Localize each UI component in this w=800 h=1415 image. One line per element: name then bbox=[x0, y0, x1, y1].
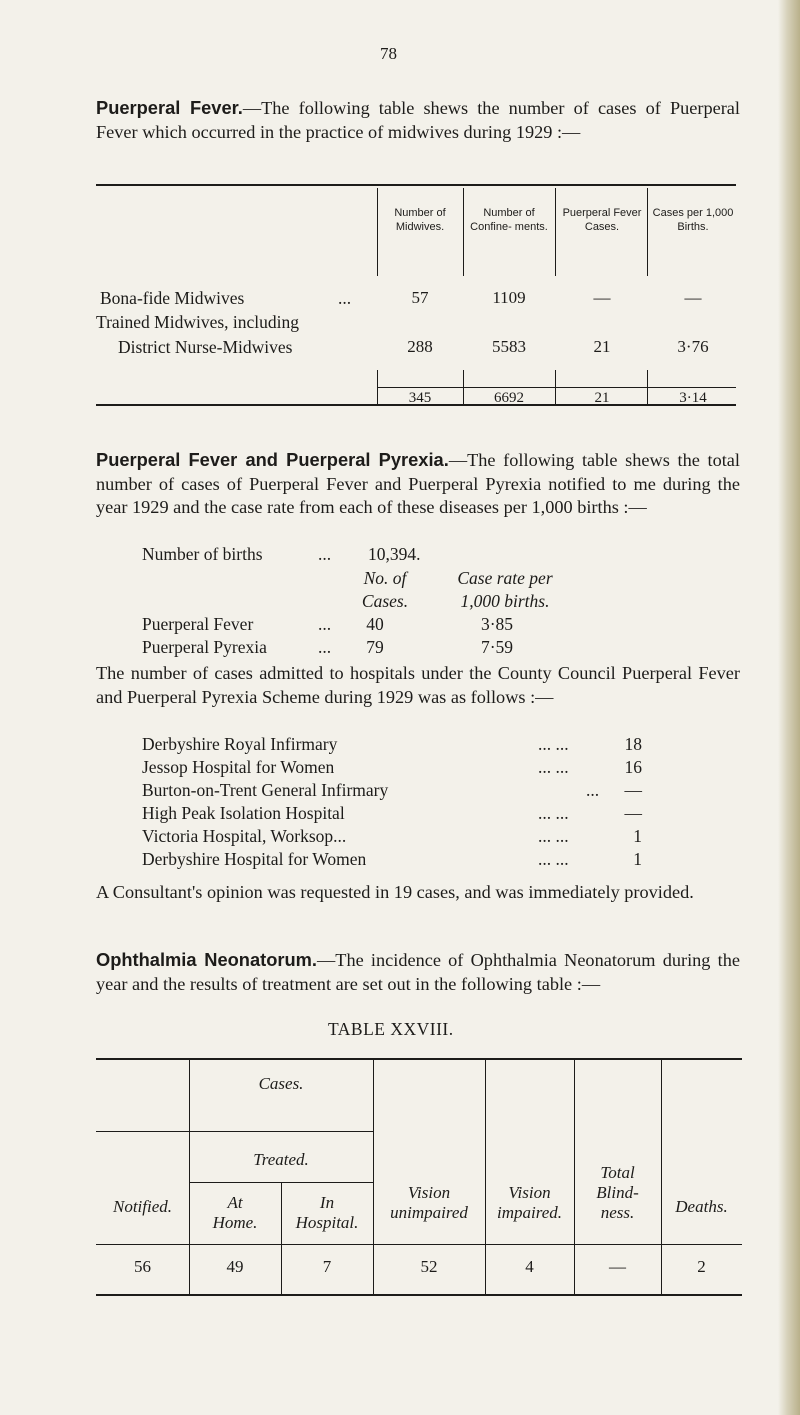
section-heading: Puerperal Fever and Puerperal Pyrexia. bbox=[96, 449, 449, 470]
header-number-confinements: Number of Confine- ments. bbox=[470, 207, 548, 233]
disease-cases: 79 bbox=[366, 637, 384, 657]
births-value: 10,394. bbox=[368, 544, 421, 564]
header-line: Total bbox=[600, 1163, 635, 1182]
header-treated: Treated. bbox=[253, 1150, 309, 1169]
section-text: —The following table shews the number of cases of Puerperal Fever which occurred in the practice of midwives during 1929 :— bbox=[96, 98, 740, 142]
section-fever-and-pyrexia bbox=[96, 448, 740, 520]
hospital-name: Burton-on-Trent General Infirmary bbox=[142, 780, 389, 800]
header-deaths: Deaths. bbox=[675, 1197, 728, 1216]
consultant-paragraph: A Consultant's opinion was requested in 19 cases, and was immediately provided. bbox=[96, 882, 694, 902]
page-edge-shadow bbox=[778, 0, 800, 1415]
cell: 3·76 bbox=[677, 337, 709, 356]
disease-cases: 40 bbox=[366, 614, 384, 634]
table-totals-rule bbox=[377, 387, 736, 388]
table-title: TABLE XXVIII. bbox=[328, 1019, 454, 1039]
header-in-hospital bbox=[281, 1193, 373, 1233]
hospital-count: — bbox=[624, 780, 642, 800]
cell-total-blindness: — bbox=[609, 1257, 626, 1276]
header-line: Vision bbox=[407, 1183, 451, 1202]
header-at-home bbox=[189, 1193, 281, 1233]
table-vrule bbox=[377, 188, 378, 276]
cell-in-hospital: 7 bbox=[322, 1257, 332, 1276]
cell-vision-impaired: 4 bbox=[525, 1257, 534, 1276]
cell: 288 bbox=[407, 337, 433, 356]
table-top-rule bbox=[96, 184, 736, 186]
header-vision-unimpaired bbox=[373, 1183, 485, 1223]
total-cell: 345 bbox=[408, 390, 432, 406]
disease-rate: 7·59 bbox=[480, 637, 514, 657]
row-leader: ... bbox=[338, 288, 352, 308]
section-hospital-admissions: The number of cases admitted to hospitals under the County Council Puerperal Fever and Puerperal Pyrexia Scheme during 1929 was as follows :— bbox=[96, 663, 740, 707]
births-label: Number of births bbox=[142, 544, 263, 564]
section-text: —The incidence of Ophthalmia Neonatorum during the year and the results of treatment are set out in the following table :— bbox=[96, 950, 740, 994]
col-header-rate: 1,000 births. bbox=[460, 591, 550, 611]
hospital-name: Victoria Hospital, Worksop... bbox=[142, 826, 347, 846]
header-line: Vision bbox=[508, 1183, 551, 1202]
hospital-leader: ... bbox=[586, 780, 600, 800]
header-line: ness. bbox=[600, 1203, 635, 1222]
hospital-count: 18 bbox=[624, 734, 642, 754]
table-hrule bbox=[189, 1182, 373, 1183]
header-line: In bbox=[319, 1193, 335, 1212]
section-puerperal-fever bbox=[96, 96, 740, 144]
cell-notified: 56 bbox=[134, 1257, 151, 1276]
cell: — bbox=[684, 288, 702, 307]
total-cell: 21 bbox=[594, 390, 610, 406]
row-label: Trained Midwives, including bbox=[96, 312, 300, 332]
hospital-leader: ... ... bbox=[538, 849, 569, 869]
header-total-blindness bbox=[574, 1163, 661, 1223]
hospital-name: Derbyshire Hospital for Women bbox=[142, 849, 367, 869]
header-line: Blind- bbox=[596, 1183, 639, 1202]
table-hrule bbox=[96, 1131, 373, 1132]
header-cases-per-1000: Cases per 1,000 Births. bbox=[652, 207, 734, 233]
hospital-name: Jessop Hospital for Women bbox=[142, 757, 335, 777]
total-cell: 6692 bbox=[494, 390, 524, 406]
cell-vision-unimpaired: 52 bbox=[420, 1257, 438, 1276]
header-notified: Notified. bbox=[112, 1197, 173, 1216]
hospital-count: — bbox=[624, 803, 642, 823]
hospital-name: High Peak Isolation Hospital bbox=[142, 803, 345, 823]
section-heading: Ophthalmia Neonatorum. bbox=[96, 949, 318, 970]
header-line: Hospital. bbox=[295, 1213, 359, 1232]
header-fever-cases: Puerperal Fever Cases. bbox=[562, 207, 642, 233]
section-text: —The following table shews the total number of cases of Puerperal Fever and Puerperal Pyrexia notified to me during the year 1929 and the case rate from each of these diseases per 1,000 births :— bbox=[96, 450, 740, 517]
cell: — bbox=[593, 288, 611, 307]
hospital-count: 1 bbox=[633, 849, 642, 869]
row-label: District Nurse-Midwives bbox=[118, 337, 293, 357]
total-cell: 3·14 bbox=[679, 390, 707, 406]
col-header-cases: No. of bbox=[363, 568, 407, 588]
disease-label: Puerperal Pyrexia bbox=[142, 637, 267, 657]
disease-label: Puerperal Fever bbox=[142, 614, 254, 634]
header-line: At bbox=[227, 1193, 243, 1212]
disease-leader: ... bbox=[318, 614, 332, 634]
header-number-midwives: Number of Midwives. bbox=[394, 207, 446, 233]
header-line: impaired. bbox=[496, 1203, 562, 1222]
table-top-rule bbox=[96, 1058, 742, 1060]
cell: 21 bbox=[593, 337, 611, 356]
hospital-count: 16 bbox=[624, 757, 642, 777]
disease-leader: ... bbox=[318, 637, 332, 657]
cell: 57 bbox=[411, 288, 429, 307]
cell-at-home: 49 bbox=[226, 1257, 244, 1276]
header-cases: Cases. bbox=[258, 1074, 304, 1093]
col-header-rate: Case rate per bbox=[457, 568, 553, 588]
table-vrule bbox=[647, 188, 648, 276]
col-header-cases: Cases. bbox=[361, 591, 409, 611]
header-vision-impaired bbox=[485, 1183, 574, 1223]
cell-deaths: 2 bbox=[697, 1257, 706, 1276]
hospital-name: Derbyshire Royal Infirmary bbox=[142, 734, 338, 754]
cell: 1109 bbox=[492, 288, 526, 307]
hospital-leader: ... ... bbox=[538, 757, 569, 777]
row-label: Bona-fide Midwives bbox=[100, 288, 245, 308]
hospital-leader: ... ... bbox=[538, 734, 569, 754]
cell: 5583 bbox=[492, 337, 526, 356]
page-number: 78 bbox=[380, 44, 397, 63]
hospital-leader: ... ... bbox=[538, 803, 569, 823]
hospital-leader: ... ... bbox=[538, 826, 569, 846]
births-leader: ... bbox=[318, 544, 332, 564]
header-line: Home. bbox=[212, 1213, 258, 1232]
table-vrule bbox=[463, 188, 464, 276]
section-heading: Puerperal Fever. bbox=[96, 97, 243, 118]
table-hrule bbox=[96, 1244, 742, 1245]
table-bottom-rule bbox=[96, 1294, 742, 1296]
table-vrule bbox=[555, 188, 556, 276]
section-ophthalmia bbox=[96, 948, 740, 996]
disease-rate: 3·85 bbox=[480, 614, 514, 634]
hospital-count: 1 bbox=[633, 826, 642, 846]
header-line: unimpaired bbox=[390, 1203, 468, 1222]
